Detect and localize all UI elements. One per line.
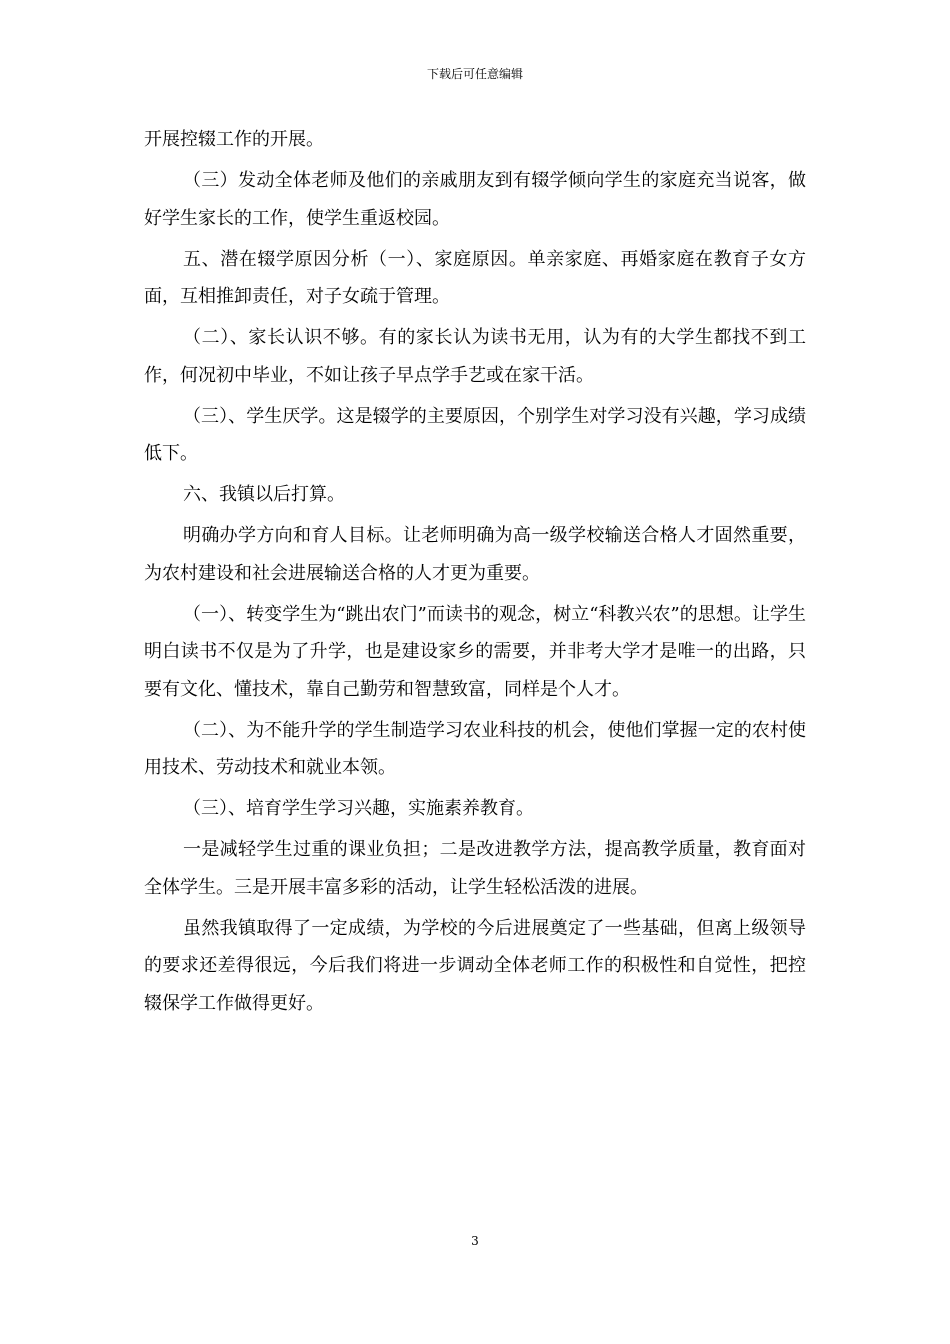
paragraph-7: 明确办学方向和育人目标。让老师明确为高一级学校输送合格人才固然重要，为农村建设和社会进展输送合格的人才更为重要。 (144, 525, 806, 584)
paragraph-5: （三）、学生厌学。这是辍学的主要原因，个别学生对学习没有兴趣，学习成绩低下。 (144, 405, 806, 464)
paragraph-1: 开展控辍工作的开展。 (144, 129, 324, 150)
paragraph-9: （二）、为不能升学的学生制造学习农业科技的机会，使他们掌握一定的农村使用技术、劳动技术和就业本领。 (144, 719, 806, 778)
page-number: 3 (471, 1234, 479, 1248)
paragraph-2: （三）发动全体老师及他们的亲戚朋友到有辍学倾向学生的家庭充当说客，做好学生家长的工作，使学生重返校园。 (144, 170, 806, 229)
page-header: 下载后可任意编辑 (426, 67, 523, 81)
paragraph-11: 一是减轻学生过重的课业负担；二是改进教学方法，提高教学质量，教育面对全体学生。三是开展丰富多彩的活动，让学生轻松活泼的进展。 (144, 839, 806, 898)
paragraph-6: 六、我镇以后打算。 (183, 484, 345, 505)
paragraph-10: （三）、培育学生学习兴趣，实施素养教育。 (183, 798, 534, 819)
paragraph-4: （二）、家长认识不够。有的家长认为读书无用，认为有的大学生都找不到工作，何况初中毕业，不如让孩子早点学手艺或在家干活。 (144, 327, 806, 386)
paragraph-8: （一）、转变学生为“跳出农门”而读书的观念，树立“科教兴农”的思想。让学生明白读书不仅是为了升学，也是建设家乡的需要，并非考大学才是唯一的出路，只要有文化、懂技术，靠自己勤劳和智慧致富，同样是个人才。 (144, 603, 806, 700)
document-body (144, 121, 806, 1026)
paragraph-3: 五、潜在辍学原因分析（一）、家庭原因。单亲家庭、再婚家庭在教育子女方面，互相推卸责任，对子女疏于管理。 (144, 248, 806, 307)
paragraph-12: 虽然我镇取得了一定成绩，为学校的今后进展奠定了一些基础，但离上级领导的要求还差得很远，今后我们将进一步调动全体老师工作的积极性和自觉性，把控辍保学工作做得更好。 (144, 917, 806, 1014)
